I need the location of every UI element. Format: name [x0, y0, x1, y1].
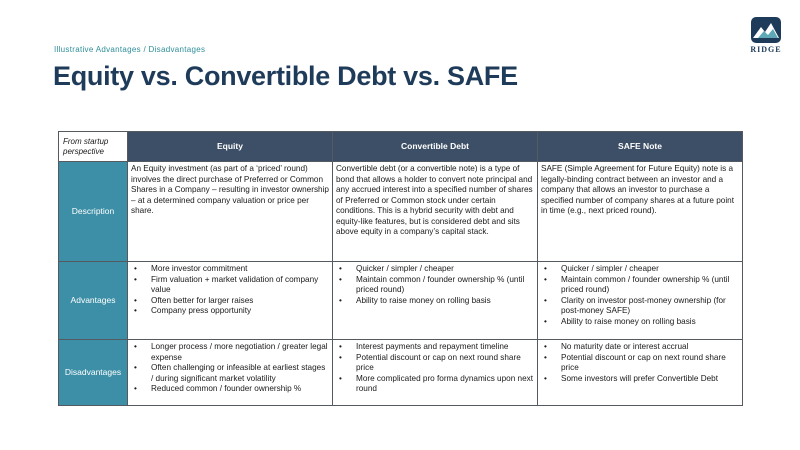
list-item: • Maintain common / founder ownership % (until priced round): [336, 275, 534, 296]
list-item: • Ability to raise money on rolling basis: [336, 296, 534, 307]
equity-disadvantages: [128, 340, 333, 406]
list-item: • Firm valuation + market validation of company value: [131, 275, 329, 296]
convertible-debt-disadvantages: [333, 340, 538, 406]
list-item: • Potential discount or cap on next round share price: [336, 353, 534, 374]
list-item: • Often challenging or infeasible at earliest stages / during significant market volatility: [131, 363, 329, 384]
equity-advantages: [128, 262, 333, 340]
convertible-debt-description: Convertible debt (or a convertible note) is a type of bond that allows a holder to convert note principal and any accrued interest into a specified number of shares of Preferred or Common stock under certain conditions. This is a hybrid security with debt and equity-like features, but is considered debt and sits above equity in a company’s capital stack.: [333, 162, 538, 262]
advantages-row: [59, 262, 743, 340]
list-item: • Longer process / more negotiation / greater legal expense: [131, 342, 329, 363]
description-row: [59, 162, 743, 262]
row-header-advantages: Advantages: [59, 262, 128, 340]
perspective-label: [59, 132, 128, 162]
list-item: • Interest payments and repayment timeline: [336, 342, 534, 353]
list-item: • More investor commitment: [131, 264, 329, 275]
page-subtitle: Illustrative Advantages / Disadvantages: [54, 45, 206, 54]
list-item: • Some investors will prefer Convertible Debt: [541, 374, 739, 385]
list-item: • No maturity date or interest accrual: [541, 342, 739, 353]
list-item: • Potential discount or cap on next round share price: [541, 353, 739, 374]
row-header-description: Description: [59, 162, 128, 262]
list-item: • Quicker / simpler / cheaper: [541, 264, 739, 275]
column-header-equity: Equity: [128, 132, 333, 162]
column-header-convertible-debt: Convertible Debt: [333, 132, 538, 162]
safe-advantages: [538, 262, 743, 340]
row-header-disadvantages: Disadvantages: [59, 340, 128, 406]
list-item: • Company press opportunity: [131, 306, 329, 317]
disadvantages-row: [59, 340, 743, 406]
list-item: • Clarity on investor post-money ownership (for post-money SAFE): [541, 296, 739, 317]
safe-disadvantages: [538, 340, 743, 406]
list-item: • Ability to raise money on rolling basis: [541, 317, 739, 328]
safe-description: SAFE (Simple Agreement for Future Equity) note is a legally-binding contract between an investor and a company that allows an investor to purchase a specified number of company shares at a future point in time (e.g., next priced round).: [538, 162, 743, 262]
comparison-table: [58, 131, 743, 406]
page-title: Equity vs. Convertible Debt vs. SAFE: [53, 61, 518, 91]
perspective-line-1: From startup: [63, 136, 109, 146]
mountain-logo-icon: [750, 16, 782, 44]
list-item: • Often better for larger raises: [131, 296, 329, 307]
logo-wordmark: RIDGE: [750, 45, 782, 54]
list-item: • Reduced common / founder ownership %: [131, 384, 329, 395]
list-item: • Maintain common / founder ownership % (until priced round): [541, 275, 739, 296]
table-header-row: [59, 132, 743, 162]
convertible-debt-advantages: [333, 262, 538, 340]
list-item: • Quicker / simpler / cheaper: [336, 264, 534, 275]
equity-description: An Equity investment (as part of a ‘priced’ round) involves the direct purchase of Preferred or Common Shares in a Company – resulting in investor ownership – at a determined company valuation or price per share.: [128, 162, 333, 262]
column-header-safe-note: SAFE Note: [538, 132, 743, 162]
list-item: • More complicated pro forma dynamics upon next round: [336, 374, 534, 395]
perspective-line-2: perspective: [63, 146, 104, 156]
ridge-logo: [746, 14, 786, 54]
